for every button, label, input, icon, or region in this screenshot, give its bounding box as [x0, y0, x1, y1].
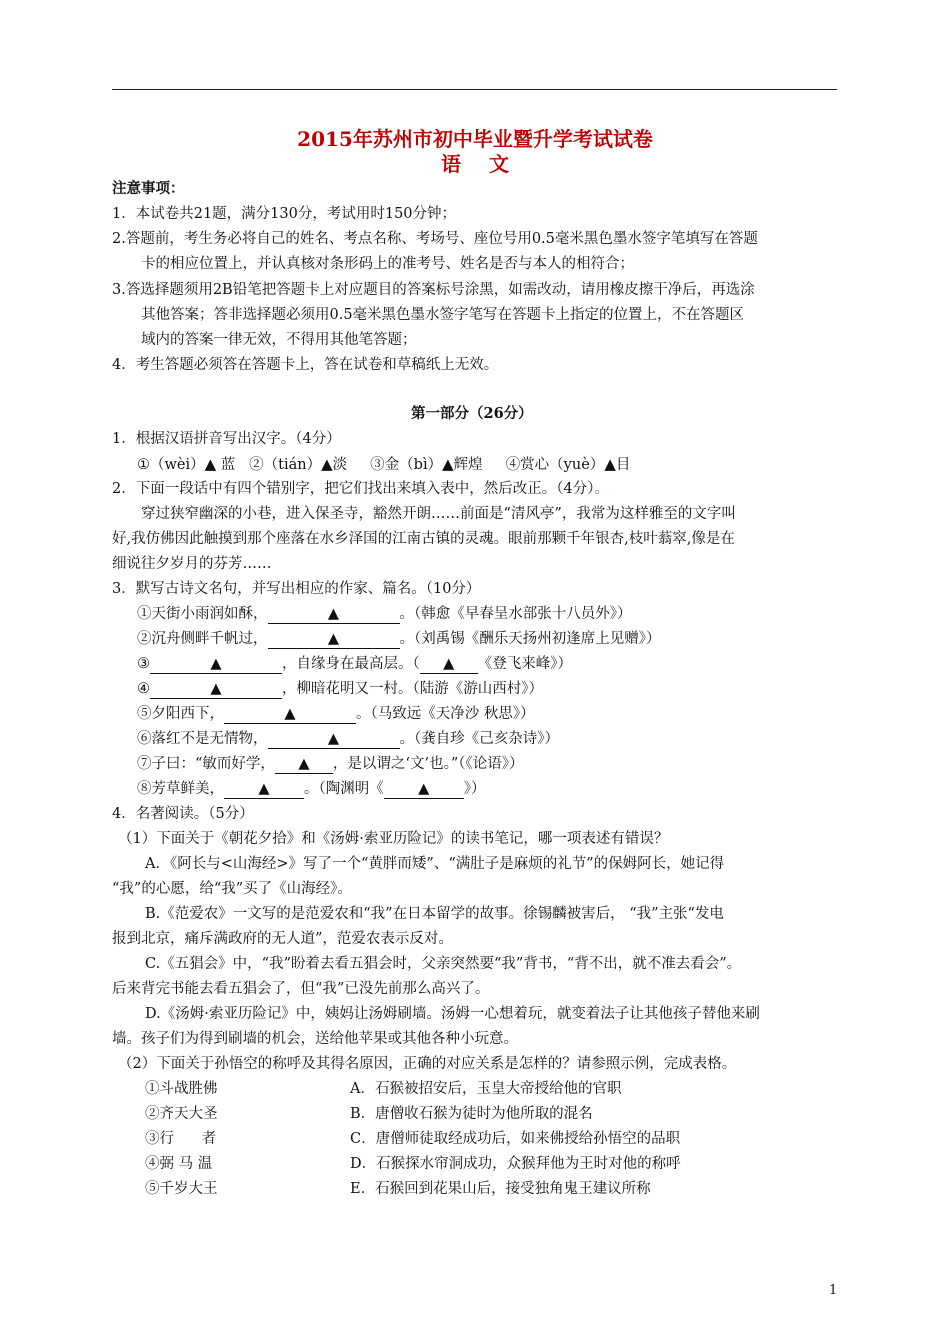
note-line: 卡的相应位置上，并认真核对条形码上的准考号、姓名是否与本人的相符合； — [141, 256, 634, 272]
wukong-name: ⑤千岁大王 — [145, 1181, 218, 1197]
q4-option-c: C.《五猖会》中，“我”盼着去看五猖会时，父亲突然要“我”背书，“背不出，就不准去看会”。 — [145, 956, 742, 972]
page-number: 1 — [829, 1283, 838, 1298]
q4-sub1: （1）下面关于《朝花夕拾》和《汤姆·索亚历险记》的读书笔记，哪一项表述有错误？ — [118, 831, 669, 847]
q4-option-a: A．《阿长与<山海经>》写了一个“黄胖而矮”、“满肚子是麻烦的礼节”的保姆阿长，她记得 — [145, 856, 725, 872]
q1-stem: 1．根据汉语拼音写出汉字。（4分） — [112, 431, 341, 447]
q1-items: ①（wèi）▲ 蓝 ②（tián）▲淡 ③金（bì）▲辉煌 ④赏心（yuè）▲目 — [137, 455, 631, 473]
q4-option-c: 后来背完书能去看五猖会了，但“我”已没先前那么高兴了。 — [112, 981, 490, 997]
wukong-name: ①斗战胜佛 — [145, 1081, 218, 1097]
q3-line: ④ ▲ ，柳暗花明又一村。（陆游《游山西村》） — [137, 681, 543, 697]
q2-passage-line: 细说往夕岁月的芬芳…… — [112, 556, 272, 572]
wukong-name: ③行 者 — [145, 1131, 217, 1147]
q4-sub2: （2）下面关于孙悟空的称呼及其得名原因，正确的对应关系是怎样的？请参照示例，完成表格。 — [118, 1056, 737, 1072]
notes-heading: 注意事项： — [112, 180, 185, 197]
q3-line: ③ ▲ ，自缘身在最高层。（ ▲ 《登飞来峰》） — [137, 656, 572, 672]
q4-stem: 4．名著阅读。（5分） — [112, 806, 254, 822]
note-line: 域内的答案一律无效，不得用其他笔答题； — [141, 332, 417, 348]
q3-stem: 3．默写古诗文名句，并写出相应的作家、篇名。（10分） — [112, 581, 481, 597]
q3-line: ①天街小雨润如酥， ▲ 。（韩愈《早春呈水部张十八员外》） — [137, 606, 632, 622]
q2-passage-line: 穿过狭窄幽深的小巷，进入保圣寺，豁然开朗……前面是“清风亭”，我常为这样雅至的文字叫 — [141, 506, 736, 522]
part1-heading: 第一部分（26分） — [411, 405, 533, 422]
note-line: 4．考生答题必须答在答题卡上，答在试卷和草稿纸上无效。 — [112, 357, 499, 373]
wukong-name: ④弼 马 温 — [145, 1156, 213, 1172]
q3-line: ⑥落红不是无情物， ▲ 。（龚自珍《己亥杂诗》） — [137, 731, 559, 747]
q3-line: ⑧芳草鲜美， ▲ 。（陶渊明《 ▲ 》） — [137, 781, 486, 797]
header-rule — [112, 89, 837, 90]
q3-line: ②沉舟侧畔千帆过， ▲ 。（刘禹锡《酬乐天扬州初逢席上见赠》） — [137, 631, 661, 647]
note-line: 其他答案；答非选择题必须用0.5毫米黑色墨水签字笔写在答题卡上指定的位置上，不在答题区 — [141, 307, 745, 323]
q4-option-b: 报到北京，痛斥满政府的无人道”，范爱农表示反对。 — [112, 931, 453, 947]
q2-passage-line: 好,我仿佛因此触摸到那个座落在水乡泽国的江南古镇的灵魂。眼前那颗千年银杏,枝叶蓊窣,像是在 — [112, 531, 735, 547]
wukong-reason: A．石猴被招安后，玉皇大帝授给他的官职 — [350, 1081, 622, 1097]
q3-line: ⑤夕阳西下， ▲ 。（马致远《天净沙 秋思》） — [137, 706, 535, 722]
note-line: 3.答选择题须用2B铅笔把答题卡上对应题目的答案标号涂黑，如需改动，请用橡皮擦干净后，再选涂 — [112, 282, 755, 298]
q4-option-d: D.《汤姆·索亚历险记》中，姨妈让汤姆刷墙。汤姆一心想着玩，就变着法子让其他孩子替他来刷 — [145, 1006, 760, 1022]
subject-title: 语文 — [441, 152, 537, 176]
wukong-reason: D．石猴探水帘洞成功，众猴拜他为王时对他的称呼 — [350, 1156, 681, 1172]
wukong-name: ②齐天大圣 — [145, 1106, 218, 1122]
note-line: 2.答题前，考生务必将自己的姓名、考点名称、考场号、座位号用0.5毫米黑色墨水签字笔填写在答题 — [112, 231, 758, 247]
q3-line: ⑦子曰：“敏而好学， ▲ ，是以谓之‘文’也。”（《论语》） — [137, 756, 524, 772]
q2-stem: 2．下面一段话中有四个错别字，把它们找出来填入表中，然后改正。（4分）。 — [112, 481, 609, 497]
wukong-reason: E．石猴回到花果山后，接受独角鬼王建议所称 — [350, 1181, 651, 1197]
q4-option-a: “我”的心愿，给“我”买了《山海经》。 — [112, 881, 352, 897]
note-line: 1．本试卷共21题，满分130分，考试用时150分钟； — [112, 206, 457, 222]
q4-option-d: 墙。孩子们为得到刷墙的机会，送给他苹果或其他各种小玩意。 — [112, 1031, 518, 1047]
q4-option-b: B.《范爱农》一文写的是范爱农和“我”在日本留学的故事。徐锡麟被害后， “我”主张“发电 — [145, 906, 724, 922]
wukong-reason: C．唐僧师徒取经成功后，如来佛授给孙悟空的品职 — [350, 1131, 681, 1147]
exam-title: 2015年苏州市初中毕业暨升学考试试卷 — [297, 127, 653, 151]
wukong-reason: B．唐僧收石猴为徒时为他所取的混名 — [350, 1106, 593, 1122]
